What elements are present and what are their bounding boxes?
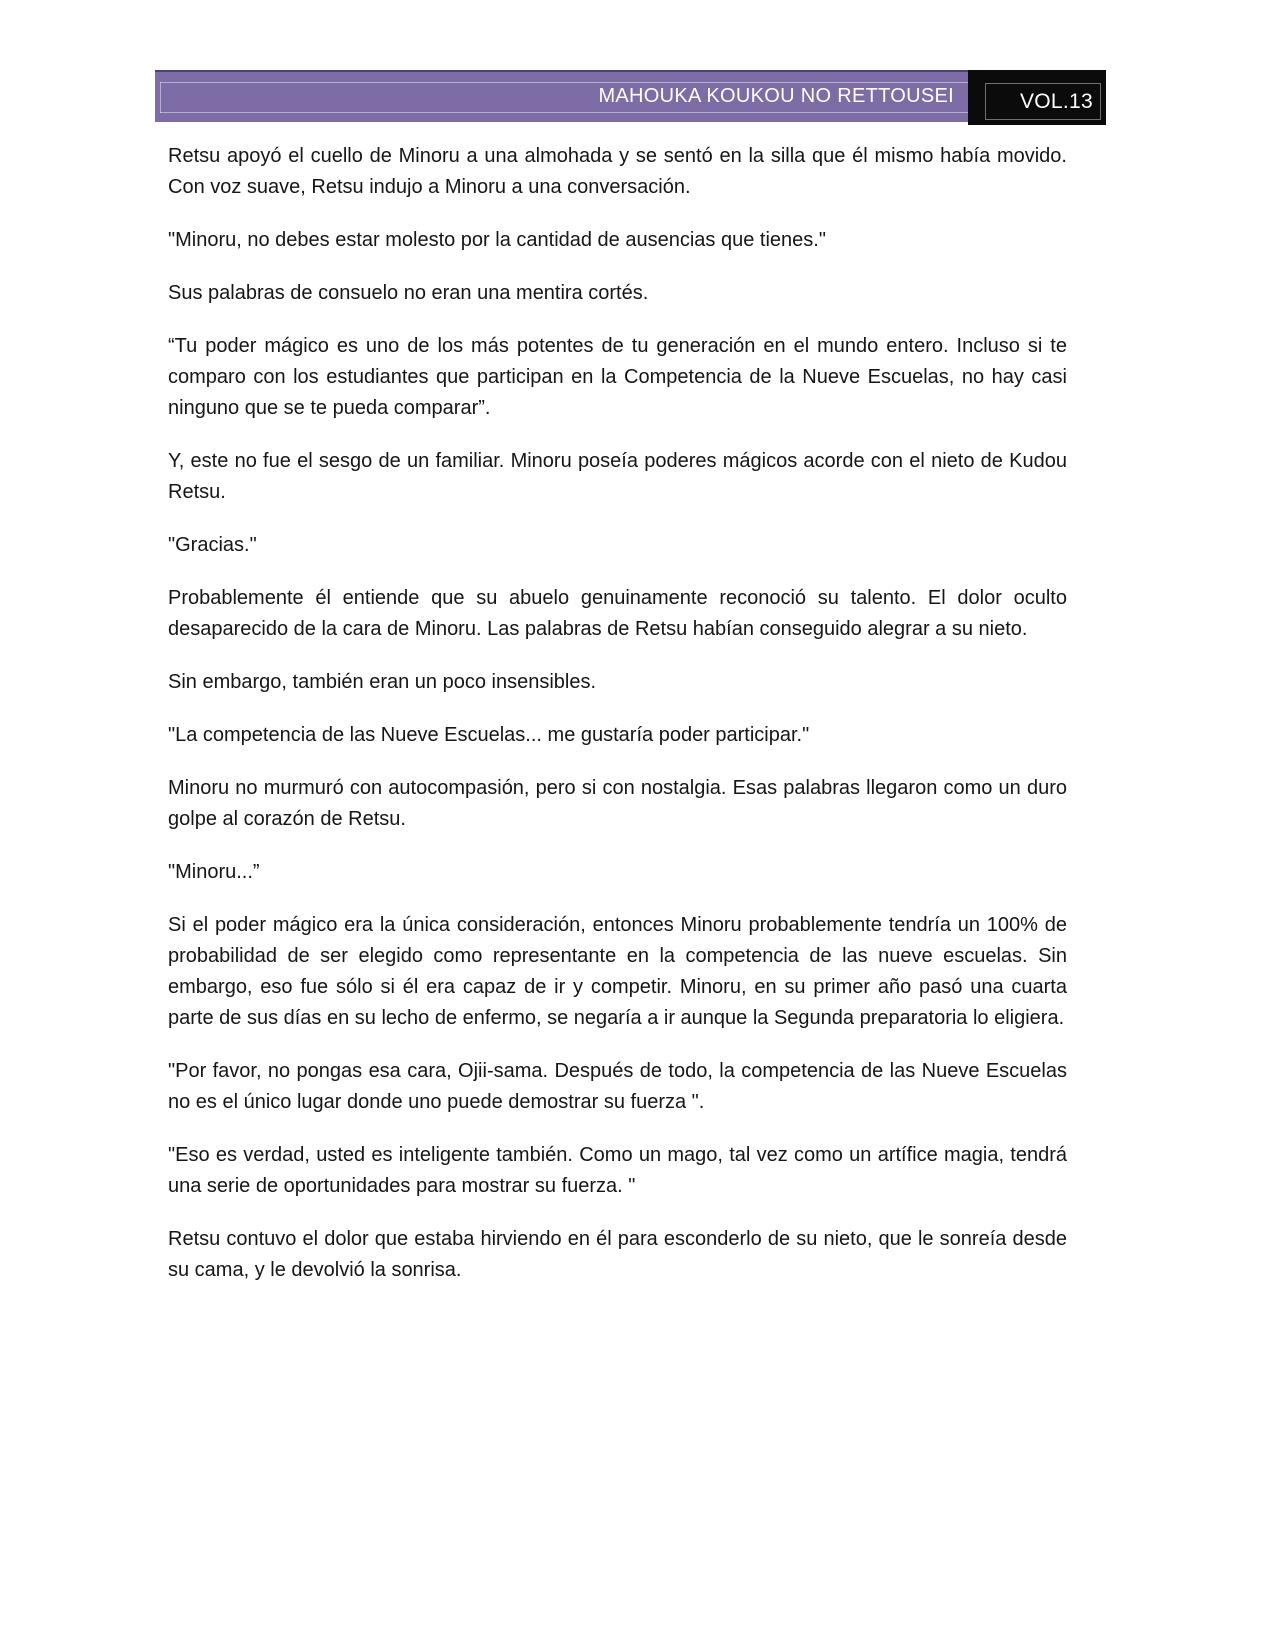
document-body [168, 141, 1067, 1308]
paragraph: "Minoru...” [168, 861, 260, 883]
paragraph: “Tu poder mágico es uno de los más potentes de tu generación en el mundo entero. Incluso si te comparo con los estudiantes que participan en la Competencia de la Nueve Escuelas, no hay casi ninguno que se te pueda comparar”. [168, 335, 1067, 419]
paragraph: Sus palabras de consuelo no eran una mentira cortés. [168, 282, 649, 304]
paragraph: Retsu apoyó el cuello de Minoru a una almohada y se sentó en la silla que él mismo había movido. Con voz suave, Retsu indujo a Minoru a una conversación. [168, 145, 1067, 198]
paragraph: Sin embargo, también eran un poco insensibles. [168, 671, 597, 693]
paragraph: Minoru no murmuró con autocompasión, pero si con nostalgia. Esas palabras llegaron como un duro golpe al corazón de Retsu. [168, 777, 1067, 830]
header-hairline-left [160, 82, 161, 113]
volume-badge [968, 70, 1106, 125]
series-title: MAHOUKA KOUKOU NO RETTOUSEI [598, 84, 954, 107]
header-bar [155, 70, 1106, 122]
paragraph: "Minoru, no debes estar molesto por la cantidad de ausencias que tienes." [168, 229, 826, 251]
paragraph: "Gracias." [168, 534, 257, 556]
paragraph: "Eso es verdad, usted es inteligente también. Como un mago, tal vez como un artífice magia, tendrá una serie de oportunidades para mostrar su fuerza. " [168, 1144, 1067, 1197]
paragraph: Retsu contuvo el dolor que estaba hirviendo en él para esconderlo de su nieto, que le sonreía desde su cama, y le devolvió la sonrisa. [168, 1228, 1067, 1281]
paragraph: "La competencia de las Nueve Escuelas... me gustaría poder participar." [168, 724, 810, 746]
paragraph: Y, este no fue el sesgo de un familiar. Minoru poseía poderes mágicos acorde con el nieto de Kudou Retsu. [168, 450, 1067, 503]
paragraph: Si el poder mágico era la única consideración, entonces Minoru probablemente tendría un 100% de probabilidad de ser elegido como representante en la competencia de las nueve escuelas. Sin embargo, eso fue sólo si él era capaz de ir y competir. Minoru, en su primer año pasó una cuarta parte de sus días en su lecho de enfermo, se negaría a ir aunque la Segunda preparatoria lo eligiera. [168, 914, 1067, 1029]
paragraph: Probablemente él entiende que su abuelo genuinamente reconoció su talento. El dolor oculto desaparecido de la cara de Minoru. Las palabras de Retsu habían conseguido alegrar a su nieto. [168, 587, 1067, 640]
volume-label: VOL.13 [985, 83, 1101, 120]
paragraph: "Por favor, no pongas esa cara, Ojii-sama. Después de todo, la competencia de las Nueve Escuelas no es el único lugar donde uno puede demostrar su fuerza ". [168, 1060, 1067, 1113]
